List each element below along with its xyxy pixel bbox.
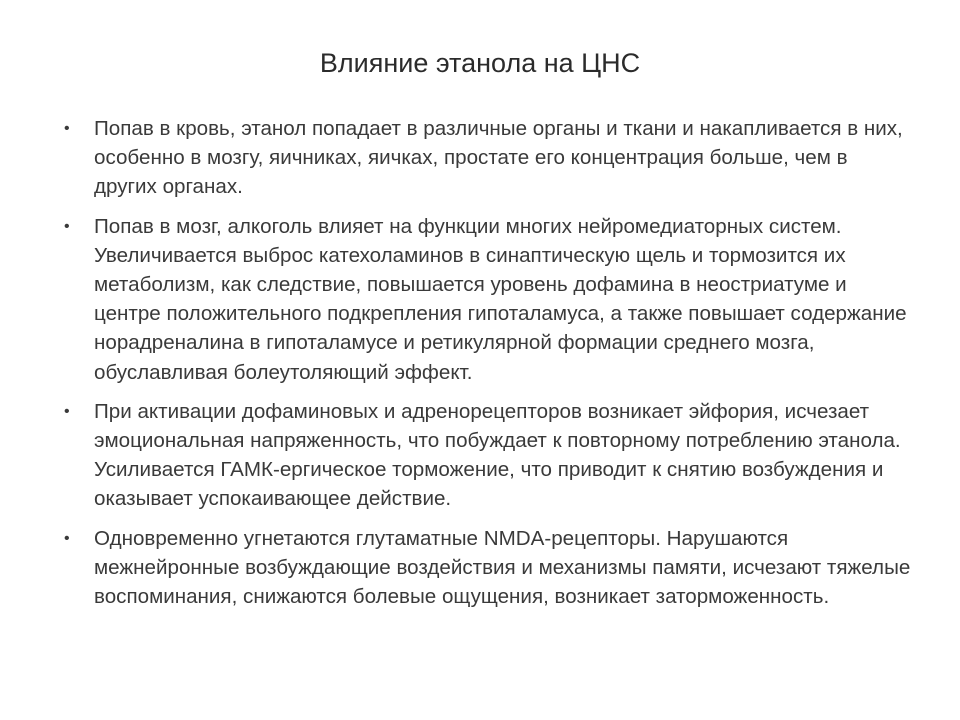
bullet-list	[62, 114, 912, 621]
bullet-text: При активации дофаминовых и адренорецепторов возникает эйфория, исчезает эмоциональная напряженность, что побуждает к повторному потреблению этанола. Усиливается ГАМК-ергическое торможение, что приводит к снятию возбуждения и оказывает успокаивающее действие.	[94, 399, 901, 511]
bullet-item	[62, 524, 912, 612]
bullet-dot-icon: •	[64, 402, 70, 420]
bullet-item	[62, 397, 912, 514]
bullet-text: Попав в мозг, алкоголь влияет на функции многих нейромедиаторных систем. Увеличивается выброс катехоламинов в синаптическую щель и тормозится их метаболизм, как следствие, повышается уровень дофамина в неостриатуме и центре положительного подкрепления гипоталамуса, а также повышает содержание норадреналина в гипоталамусе и ретикулярной формации среднего мозга, обуславливая болеутоляющий эффект.	[94, 214, 907, 384]
bullet-dot-icon: •	[64, 120, 70, 137]
bullet-item	[62, 212, 912, 387]
bullet-item	[62, 114, 912, 202]
slide-title: Влияние этанола на ЦНС	[319, 48, 641, 78]
bullet-dot-icon: •	[64, 529, 70, 547]
bullet-text: Попав в кровь, этанол попадает в различные органы и ткани и накапливается в них, особенно в мозгу, яичниках, яичках, простате его концентрация больше, чем в других органах.	[94, 117, 903, 199]
bullet-dot-icon: •	[64, 217, 70, 235]
bullet-text: Одновременно угнетаются глутаматные NMDA-рецепторы. Нарушаются межнейронные возбуждающие воздействия и механизмы памяти, исчезают тяжелые воспоминания, снижаются болевые ощущения, возникает заторможенность.	[94, 526, 911, 609]
